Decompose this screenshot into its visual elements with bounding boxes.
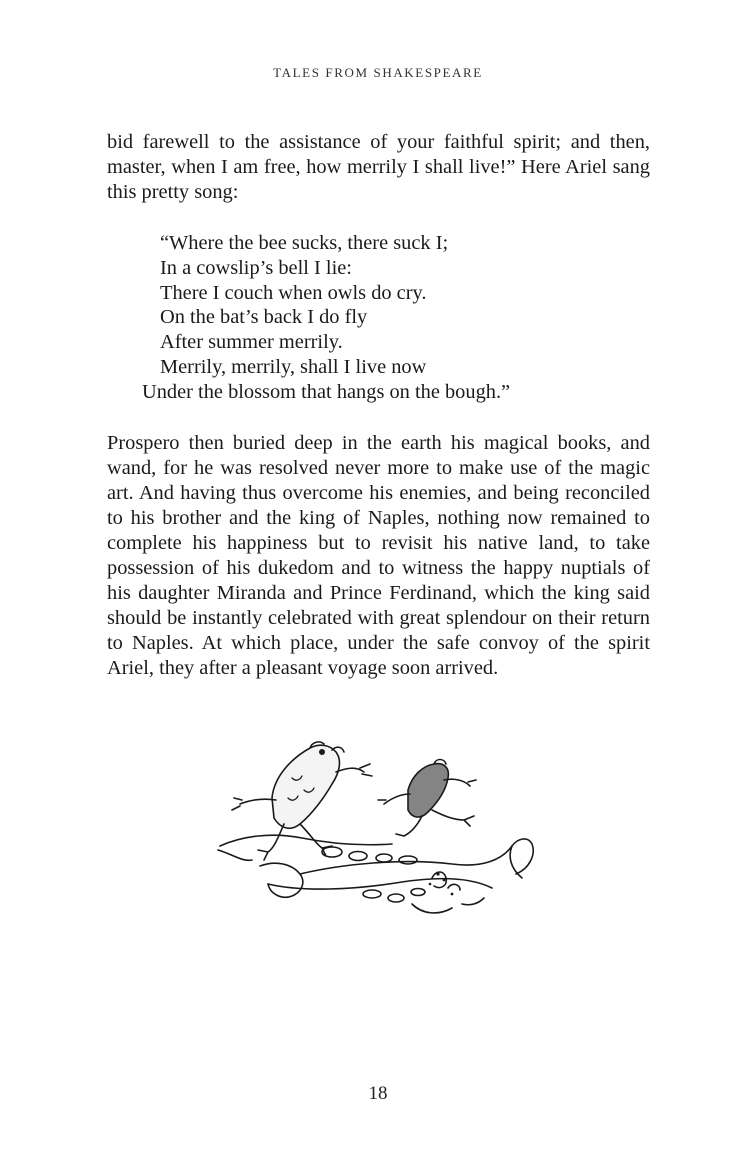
poem-line: In a cowslip’s bell I lie: bbox=[160, 256, 352, 279]
poem-line: “Where the bee sucks, there suck I; bbox=[160, 232, 449, 254]
paragraph-prospero: Prospero then buried deep in the earth his magical books, and wand, for he was resolved never more to make use of the magic art. And having thus overcome his enemies, and being reconciled to his brother and the king of Naples, nothing now remained to complete his happiness but to revisit his native land, to take possession of his dukedom and to witness the happy nuptials of his daughter Miranda and Prince Ferdinand, which the king said should be instantly celebrated with great splendour on their return to Naples. At which place, under the safe convoy of the spirit Ariel, they after a pleasant voyage soon arrived. bbox=[107, 432, 650, 679]
ariel-song bbox=[142, 231, 511, 405]
poem-line: There I couch when owls do cry. bbox=[160, 281, 427, 304]
poem-line: Merrily, merrily, shall I live now bbox=[160, 355, 427, 378]
frogs-leaping-illustration-icon bbox=[212, 728, 542, 936]
poem-line: After summer merrily. bbox=[160, 331, 343, 354]
poem-line: Under the blossom that hangs on the bough.” bbox=[142, 380, 511, 403]
page-number: 18 bbox=[368, 1083, 388, 1104]
poem-line: On the bat’s back I do fly bbox=[160, 306, 368, 329]
paragraph-opening: bid farewell to the assistance of your faithful spirit; and then, master, when I am free, how merrily I shall live!” Here Ariel sang this pretty song: bbox=[107, 131, 650, 203]
running-header: TALES FROM SHAKESPEARE bbox=[273, 65, 483, 80]
